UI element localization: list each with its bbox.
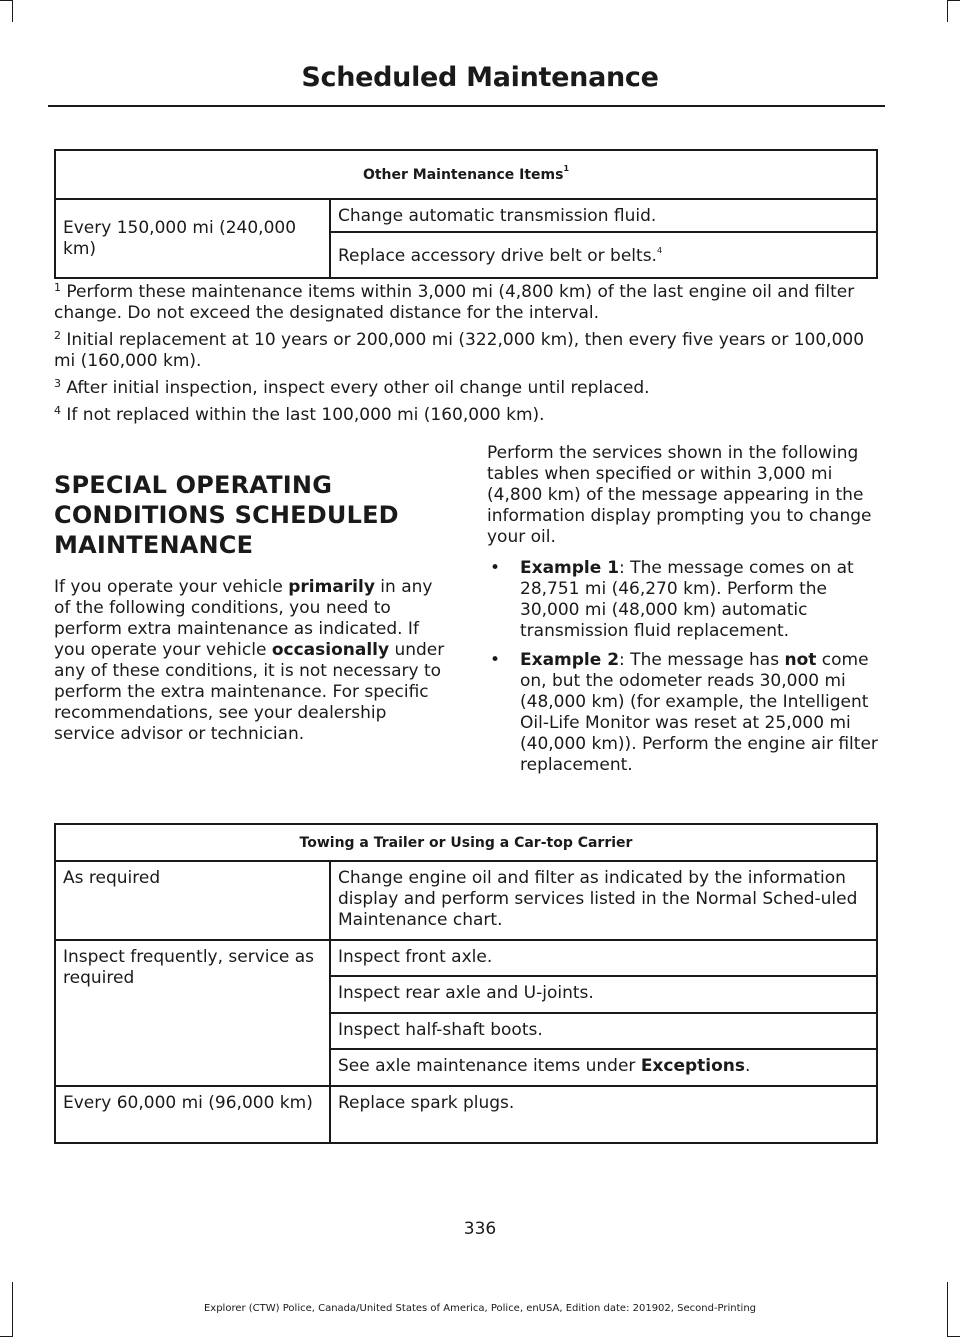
table-title: Towing a Trailer or Using a Car-top Carrier bbox=[55, 824, 877, 861]
list-item bbox=[487, 650, 882, 776]
footnote bbox=[54, 405, 884, 426]
crop-mark-top-left bbox=[0, 0, 12, 1]
table-row bbox=[55, 940, 877, 976]
item-cell: Inspect rear axle and U-joints. bbox=[330, 976, 877, 1013]
crop-mark-top-right bbox=[947, 0, 948, 22]
emphasis-primarily: primarily bbox=[288, 577, 375, 597]
footnote bbox=[54, 330, 884, 372]
footnote bbox=[54, 378, 884, 399]
table-header-row bbox=[55, 150, 877, 199]
heading-line: CONDITIONS SCHEDULED bbox=[54, 501, 399, 529]
item-cell: Change engine oil and filter as indicated by the information display and perform services listed in the Normal Sched-uled Maintenance chart. bbox=[330, 861, 877, 940]
item-cell bbox=[330, 1049, 877, 1086]
page-number: 336 bbox=[463, 1219, 497, 1239]
footnote-text: Initial replacement at 10 years or 200,000 mi (322,000 km), then every five years or 100,000 mi (160,000 km). bbox=[54, 330, 865, 371]
text-run: under any of these conditions, it is not necessary to perform the extra maintenance. For specific recommendations, see your dealership service advisor or technician. bbox=[54, 640, 445, 744]
footnote-text: After initial inspection, inspect every other oil change until replaced. bbox=[61, 378, 650, 398]
bullet: • bbox=[490, 650, 501, 670]
example-label: Example 1 bbox=[520, 558, 620, 578]
page-title: Scheduled Maintenance bbox=[301, 62, 659, 93]
bullet: • bbox=[490, 558, 501, 578]
footnote-ref: 4 bbox=[656, 246, 663, 255]
emphasis-exceptions: Exceptions bbox=[640, 1056, 746, 1076]
item-cell: Change automatic transmission fluid. bbox=[330, 199, 877, 232]
heading-line: SPECIAL OPERATING bbox=[54, 471, 333, 499]
item-cell bbox=[330, 232, 877, 278]
interval-cell: Every 60,000 mi (96,000 km) bbox=[55, 1086, 330, 1143]
table-row bbox=[55, 199, 877, 232]
footnote-text: Perform these maintenance items within 3,000 mi (4,800 km) of the last engine oil and filter change. Do not exceed the designated distance for the interval. bbox=[54, 282, 855, 323]
section-heading bbox=[54, 470, 454, 560]
item-cell: Inspect half-shaft boots. bbox=[330, 1013, 877, 1049]
text-run: If you operate your vehicle bbox=[54, 577, 289, 597]
intro-paragraph bbox=[54, 577, 449, 745]
table-header-row bbox=[55, 824, 877, 861]
left-column bbox=[54, 577, 449, 745]
interval-cell: Inspect frequently, service as required bbox=[55, 940, 330, 1086]
examples-list bbox=[487, 558, 882, 776]
example-text: : The message comes on at 28,751 mi (46,270 km). Perform the 30,000 mi (48,000 km) automatic transmission fluid replacement. bbox=[520, 558, 854, 641]
footnote-mark: 3 bbox=[54, 377, 61, 390]
table-title-text: Other Maintenance Items bbox=[362, 166, 564, 183]
crop-mark-top-right-horizontal bbox=[947, 0, 960, 1]
crop-mark-top-left-vertical bbox=[12, 0, 13, 22]
footnotes bbox=[54, 282, 884, 432]
footnote-text: If not replaced within the last 100,000 mi (160,000 km). bbox=[61, 405, 545, 425]
example-text: come on, but the odometer reads 30,000 mi (48,000 km) (for example, the Intelligent Oil-Life Monitor was reset at 25,000 mi (40,000 km)). Perform the engine air filter replacement. bbox=[520, 650, 878, 775]
emphasis-occasionally: occasionally bbox=[271, 640, 390, 660]
item-text: . bbox=[745, 1056, 751, 1076]
header-rule bbox=[48, 105, 885, 107]
footer-text: Explorer (CTW) Police, Canada/United States of America, Police, enUSA, Edition date: 201902, Second-Printing bbox=[203, 1303, 757, 1314]
emphasis-not: not bbox=[784, 650, 817, 670]
table-title bbox=[55, 150, 877, 199]
example-text: : The message has bbox=[619, 650, 785, 670]
table-row bbox=[55, 1086, 877, 1143]
table-row bbox=[55, 861, 877, 940]
footnote-ref: 1 bbox=[563, 163, 570, 173]
other-maintenance-items-table bbox=[54, 149, 878, 279]
towing-maintenance-table bbox=[54, 823, 878, 1144]
interval-cell: Every 150,000 mi (240,000 km) bbox=[55, 199, 330, 278]
item-cell: Replace spark plugs. bbox=[330, 1086, 877, 1143]
footnote-mark: 1 bbox=[54, 281, 61, 294]
footnote-mark: 4 bbox=[54, 404, 61, 417]
right-column bbox=[487, 443, 882, 784]
item-text: Replace accessory drive belt or belts. bbox=[338, 246, 657, 266]
list-item bbox=[487, 558, 882, 642]
heading-line: MAINTENANCE bbox=[54, 531, 254, 559]
example-label: Example 2 bbox=[520, 650, 620, 670]
item-text: See axle maintenance items under bbox=[338, 1056, 641, 1076]
services-paragraph: Perform the services shown in the following tables when specified or within 3,000 mi (4,800 km) of the message appearing in the information display prompting you to change your oil. bbox=[487, 443, 872, 547]
footnote-mark: 2 bbox=[54, 329, 61, 342]
text-run: in any of the following conditions, you need to perform extra maintenance as indicated. If you operate your vehicle bbox=[54, 577, 433, 660]
interval-cell: As required bbox=[55, 861, 330, 940]
item-cell: Inspect front axle. bbox=[330, 940, 877, 976]
footnote bbox=[54, 282, 884, 324]
